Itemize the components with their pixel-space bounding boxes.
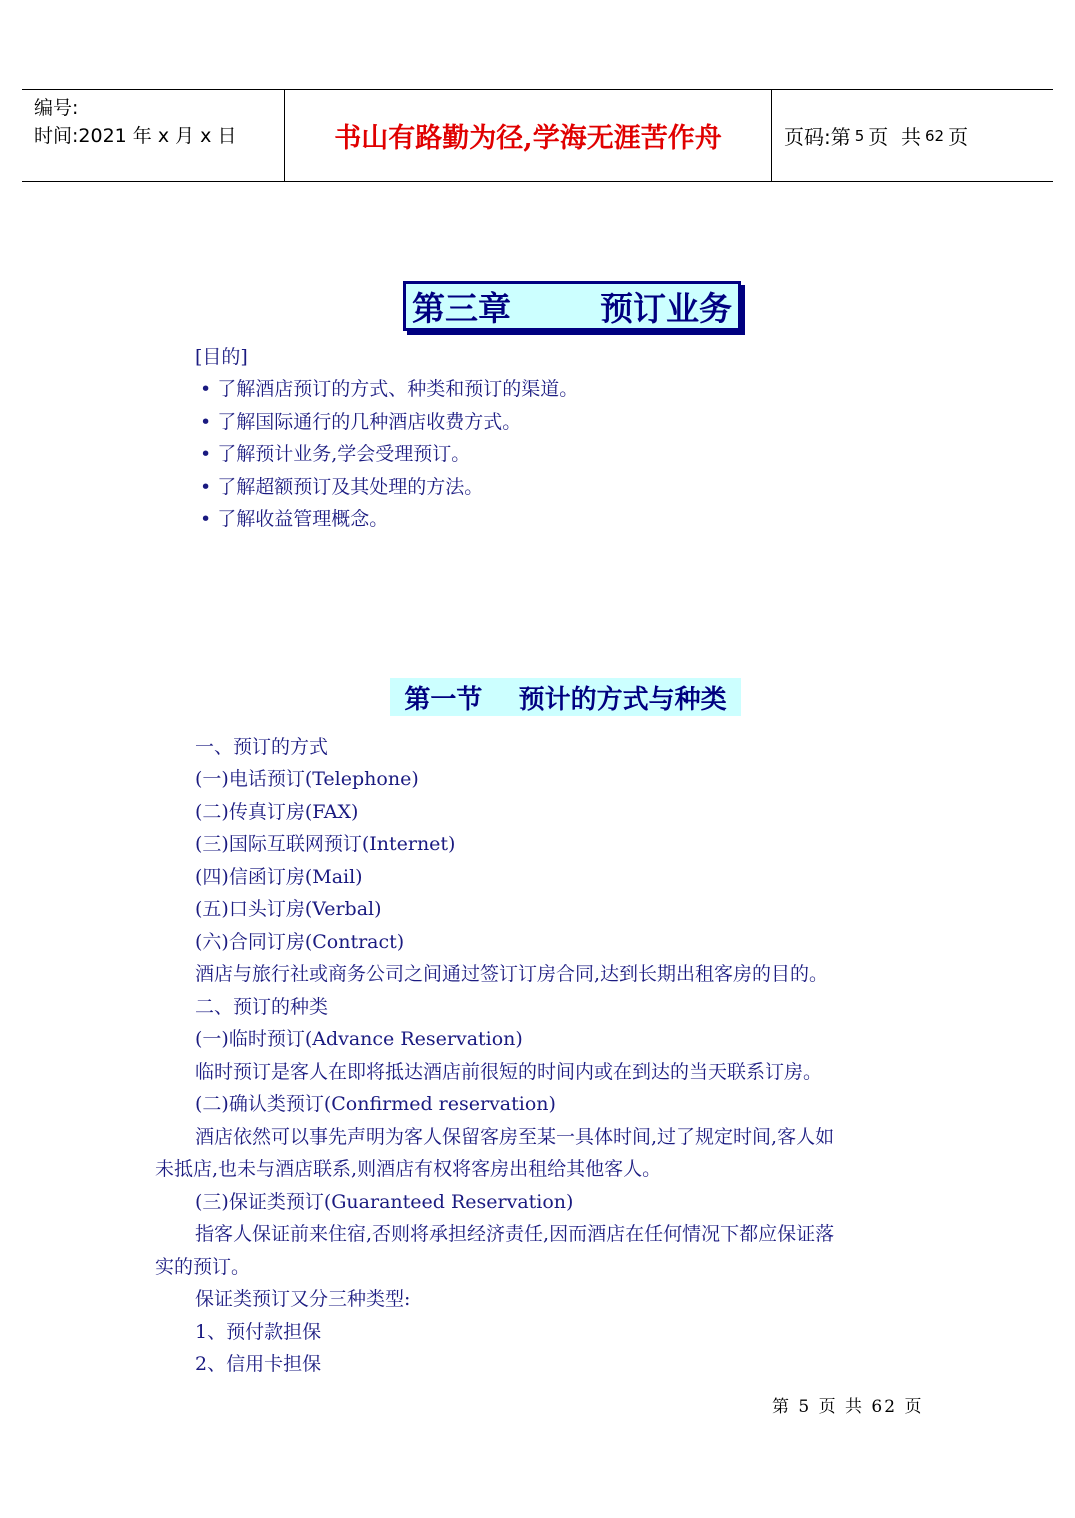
body-line: (一)临时预订(Advance Reservation)	[195, 1028, 523, 1050]
body-line: 酒店与旅行社或商务公司之间通过签订订房合同,达到长期出租客房的目的。	[195, 963, 829, 985]
chapter-title	[403, 281, 741, 331]
header-motto: 书山有路勤为径,学海无涯苦作舟	[285, 90, 772, 181]
bullet-icon: •	[200, 508, 212, 530]
body-line: (六)合同订房(Contract)	[195, 931, 405, 953]
header-page-info	[772, 90, 1053, 181]
body-line: 2、信用卡担保	[195, 1353, 322, 1375]
body-line: (一)电话预订(Telephone)	[195, 768, 419, 790]
objective-text: 了解收益管理概念。	[217, 508, 389, 530]
objective-text: 了解国际通行的几种酒店收费方式。	[217, 411, 522, 433]
objective-item	[200, 442, 470, 466]
body-line: 保证类预订又分三种类型:	[195, 1288, 411, 1310]
chapter-number: 第三章	[412, 288, 511, 328]
body-line: 二、预订的种类	[195, 996, 329, 1018]
objective-item	[200, 410, 521, 434]
page-prefix: 页码:第	[784, 125, 851, 149]
objective-text: 了解超额预订及其处理的方法。	[217, 476, 484, 498]
body-line: (三)保证类预订(Guaranteed Reservation)	[195, 1191, 574, 1213]
objective-item	[200, 507, 388, 531]
body-line: 未抵店,也未与酒店联系,则酒店有权将客房出租给其他客人。	[155, 1158, 662, 1180]
section-title: 第一节 预计的方式与种类	[390, 678, 741, 716]
body-line: (三)国际互联网预订(Internet)	[195, 833, 456, 855]
body-line: 酒店依然可以事先声明为客人保留客房至某一具体时间,过了规定时间,客人如	[195, 1126, 835, 1148]
body-line: 实的预订。	[155, 1256, 251, 1278]
bullet-icon: •	[200, 411, 212, 433]
objectives-label: [目的]	[195, 346, 248, 368]
body-line: (二)确认类预订(Confirmed reservation)	[195, 1093, 556, 1115]
page-number: 5	[854, 126, 865, 145]
body-line: 指客人保证前来住宿,否则将承担经济责任,因而酒店在任何情况下都应保证落	[195, 1223, 835, 1245]
objective-item	[200, 475, 483, 499]
objective-text: 了解酒店预订的方式、种类和预订的渠道。	[217, 378, 579, 400]
page-suffix: 页	[948, 125, 969, 149]
page-mid: 页 共	[868, 125, 922, 149]
page-footer: 第 5 页 共 62 页	[772, 1397, 924, 1417]
number-label: 编号:	[34, 97, 79, 119]
date-label: 时间:2021 年 x 月 x 日	[34, 125, 237, 147]
body-line: 临时预订是客人在即将抵达酒店前很短的时间内或在到达的当天联系订房。	[195, 1061, 823, 1083]
body-line: 一、预订的方式	[195, 736, 329, 758]
objective-text: 了解预计业务,学会受理预订。	[217, 443, 471, 465]
objective-item	[200, 377, 578, 401]
body-line: (二)传真订房(FAX)	[195, 801, 359, 823]
bullet-icon: •	[200, 443, 212, 465]
body-line: 1、预付款担保	[195, 1321, 322, 1343]
document-header	[22, 89, 1053, 182]
bullet-icon: •	[200, 476, 212, 498]
page-total: 62	[925, 126, 945, 145]
header-meta	[22, 90, 285, 181]
body-line: (五)口头订房(Verbal)	[195, 898, 382, 920]
chapter-name: 预订业务	[600, 288, 732, 328]
bullet-icon: •	[200, 378, 212, 400]
body-line: (四)信函订房(Mail)	[195, 866, 363, 888]
